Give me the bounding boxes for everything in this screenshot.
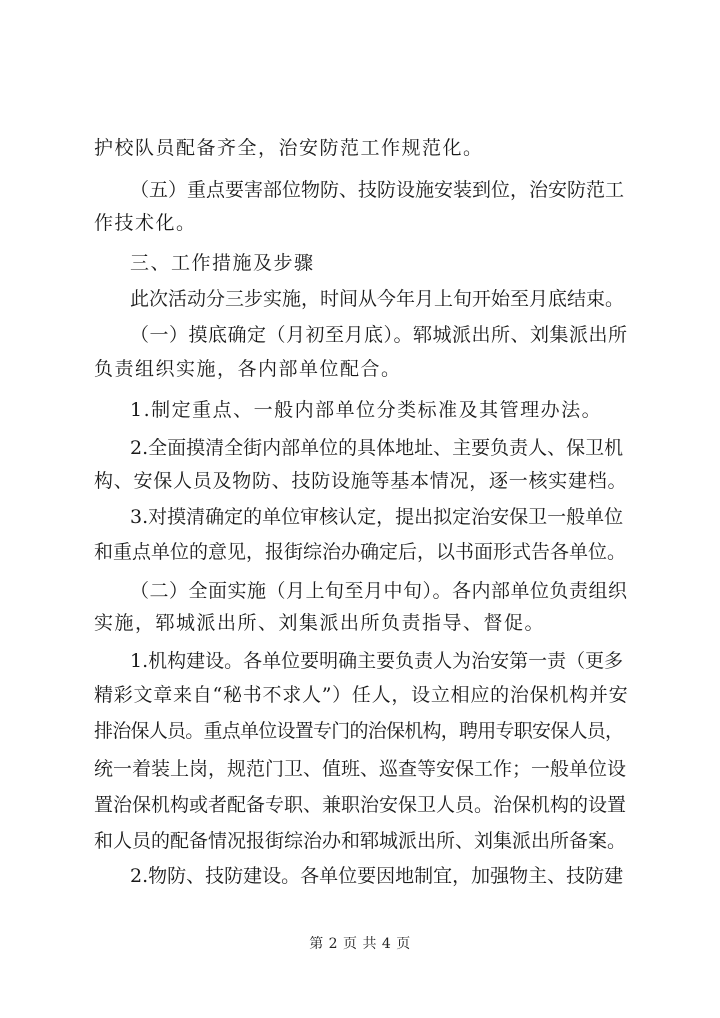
text-line: 排治保人员。重点单位设置专门的治保机构，聘用专职安保人员，	[94, 720, 624, 742]
text-line: 精彩文章来自“秘书不求人”）任人，设立相应的治保机构并安	[94, 684, 629, 706]
page-number-footer: 第 2 页 共 4 页	[309, 936, 411, 952]
list-item: 1.机构建设。各单位要明确主要负责人为治安第一责（更多	[130, 650, 624, 672]
list-item: 2.物防、技防建设。各单位要因地制宜，加强物主、技防建	[130, 865, 624, 887]
list-item: 2.全面摸清全街内部单位的具体地址、主要负责人、保卫机	[130, 437, 624, 459]
text-line: 作技术化。	[94, 212, 197, 234]
text-line: 护校队员配备齐全，治安防范工作规范化。	[94, 137, 484, 159]
text-line: 此次活动分三步实施，时间从今年月上旬开始至月底结束。	[130, 288, 625, 310]
subsection-heading: （二）全面实施（月上旬至月中旬）。各内部单位负责组织	[130, 580, 628, 602]
text-line: 和重点单位的意见，报街综治办确定后，以书面形式告各单位。	[94, 541, 627, 563]
text-line: 负责组织实施，各内部单位配合。	[94, 358, 402, 380]
list-item: 3.对摸清确定的单位审核认定，提出拟定治安保卫一般单位	[130, 506, 624, 528]
text-line: 构、安保人员及物防、技防设施等基本情况，逐一核实建档。	[94, 470, 628, 492]
section-heading: 三、工作措施及步骤	[130, 252, 315, 274]
subsection-heading: （一）摸底确定（月初至月底）。郓城派出所、刘集派出所	[130, 324, 628, 346]
text-line: 统一着装上岗，规范门卫、值班、巡查等安保工作；一般单位设	[94, 758, 627, 780]
text-line: 置治保机构或者配备专职、兼职治安保卫人员。治保机构的设置	[94, 794, 627, 816]
text-line: 和人员的配备情况报街综治办和郓城派出所、刘集派出所备案。	[94, 830, 627, 852]
text-line: （五）重点要害部位物防、技防设施安装到位，治安防范工	[130, 179, 625, 201]
list-item: 1.制定重点、一般内部单位分类标准及其管理办法。	[130, 399, 603, 421]
text-line: 实施，郓城派出所、刘集派出所负责指导、督促。	[94, 612, 546, 634]
